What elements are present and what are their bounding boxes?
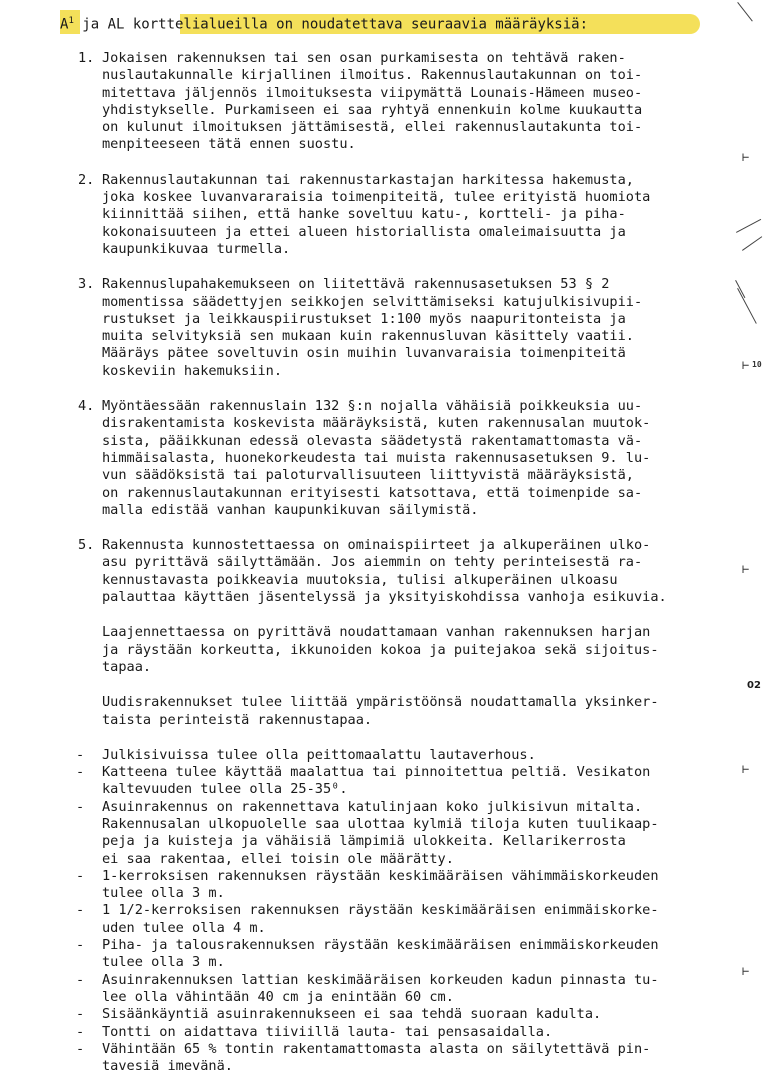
text-line: on kulunut ilmoituksen jättämisestä, ellei rakennuslautakunta toi- xyxy=(102,119,643,136)
text-line: momentissa säädettyjen seikkojen selvittämiseksi katujulkisivupii- xyxy=(102,293,643,310)
text-line: muita selvityksiä sen mukaan kuin rakennusluvan käsittely vaatii. xyxy=(102,328,634,345)
bullet-item xyxy=(78,764,698,799)
text-line: Rakennusta kunnostettaessa on ominaispiirteet ja alkuperäinen ulko- xyxy=(102,537,651,554)
bullet-item xyxy=(78,937,698,972)
margin-scan-stroke xyxy=(736,219,761,233)
text-line: ja räystään korkeutta, ikkunoiden kokoa ja puitejakoa sekä sijoitus- xyxy=(102,641,659,658)
bullet-item xyxy=(78,1006,698,1023)
text-line: nuslautakunnalle kirjallinen ilmoitus. Rakennuslautakunnan on toi- xyxy=(102,67,643,84)
text-line: Julkisivuissa tulee olla peittomaalattu lautaverhous. xyxy=(102,746,536,763)
item-number: 4. xyxy=(78,398,95,415)
text-line: kiinnittää siihen, että hanke soveltuu katu-, kortteli- ja piha- xyxy=(102,206,626,223)
bullet-item xyxy=(78,972,698,1007)
bullet-item xyxy=(78,868,698,903)
text-line: taista perinteistä rakennustapaa. xyxy=(102,711,373,728)
section-heading xyxy=(60,8,588,34)
text-line: kaltevuuden tulee olla 25-35⁰. xyxy=(102,781,348,798)
heading-text: ja AL korttelialueilla on noudatettava seuraavia määräyksiä: xyxy=(73,16,589,33)
text-line: Asuinrakennuksen lattian keskimääräisen korkeuden kadun pinnasta tu- xyxy=(102,971,659,988)
dash-marker: - xyxy=(76,937,85,954)
numbered-item-5 xyxy=(78,537,698,729)
margin-scan-stroke xyxy=(737,2,753,22)
text-line: rustukset ja leikkauspiirustukset 1:100 myös naapuritonteista ja xyxy=(102,310,626,327)
text-line: on rakennuslautakunnan erityisesti katsottava, että toimenpide sa- xyxy=(102,484,643,501)
margin-tick-number: 10 xyxy=(752,360,762,369)
text-line: peja ja kuisteja ja vähäisiä lämpimiä ulokkeita. Kellarikerrosta xyxy=(102,833,626,850)
text-line: Uudisrakennukset tulee liittää ympäristöönsä noudattamalla yksinker- xyxy=(102,694,659,711)
text-line: tulee olla 3 m. xyxy=(102,885,225,902)
margin-tick-icon: ⊢ xyxy=(742,150,750,164)
item-number: 5. xyxy=(78,537,95,554)
text-line: Asuinrakennus on rakennettava katulinjaan koko julkisivun mitalta. xyxy=(102,798,643,815)
numbered-item-4 xyxy=(78,398,698,519)
text-line: Vähintään 65 % tontin rakentamattomasta alasta on säilytettävä pin- xyxy=(102,1040,651,1057)
text-line: 1 1/2-kerroksisen rakennuksen räystään keskimääräisen enimmäiskorke- xyxy=(102,902,659,919)
text-line: vun säädöksistä tai paloturvallisuuteen liittyvistä määräyksistä, xyxy=(102,467,634,484)
numbered-item-3 xyxy=(78,276,698,380)
margin-tick-icon: ⊢ xyxy=(742,964,750,978)
text-line: yhdistykselle. Purkamiseen ei saa ryhtyä ennenkuin kolme kuukautta xyxy=(102,101,643,118)
text-line: kaupunkikuvaa turmella. xyxy=(102,240,291,257)
text-line: malla edistää vanhan kaupunkikuvan säilymistä. xyxy=(102,501,479,518)
text-line: ei saa rakentaa, ellei toisin ole määrätty. xyxy=(102,850,454,867)
margin-scan-stroke xyxy=(737,288,757,324)
dash-marker: - xyxy=(76,867,85,884)
text-line: palauttaa käyttäen jäsentelyssä ja yksityiskohdissa vanhoja esikuvia. xyxy=(102,589,667,606)
dash-marker: - xyxy=(76,1023,85,1040)
dash-marker: - xyxy=(76,1006,85,1023)
text-line: Rakennuslupahakemukseen on liitettävä rakennusasetuksen 53 § 2 xyxy=(102,276,610,293)
item-number: 3. xyxy=(78,276,95,293)
text-line: Määräys pätee soveltuvin osin muihin luvanvaraisia toimenpiteitä xyxy=(102,345,626,362)
dash-marker: - xyxy=(76,764,85,781)
text-line: Jokaisen rakennuksen tai sen osan purkamisesta on tehtävä raken- xyxy=(102,50,626,66)
text-line: himmäisalasta, huonekorkeudesta tai muista rakennusasetuksen 9. lu- xyxy=(102,449,651,466)
margin-tick-icon: ⊢ xyxy=(742,762,750,776)
text-line: kokonaisuuteen ja ettei alueen historiallista omaleimaisuutta ja xyxy=(102,223,626,240)
paragraph xyxy=(102,537,698,606)
margin-tick-icon: ⊢ xyxy=(742,358,750,372)
bullet-item xyxy=(78,799,698,868)
heading-zone-a: A xyxy=(60,16,69,33)
text-line: asu pyrittävä säilyttämään. Jos aiemmin on tehty perinteisestä ra- xyxy=(102,554,643,571)
text-line: sista, pääikkunan edessä olevasta säädetystä rakentamattomasta vä- xyxy=(102,432,643,449)
text-line: mitettava jäljennös ilmoituksesta viipymättä Lounais-Hämeen museo- xyxy=(102,84,643,101)
text-line: lee olla vähintään 40 cm ja enintään 60 cm. xyxy=(102,988,454,1005)
regulations-body xyxy=(78,50,698,1075)
dash-marker: - xyxy=(76,1040,85,1057)
bullet-item xyxy=(78,902,698,937)
page-number: 02 xyxy=(747,680,761,691)
text-line: Sisäänkäyntiä asuinrakennukseen ei saa tehdä suoraan kadulta. xyxy=(102,1006,602,1023)
text-line: tavesiä imevänä. xyxy=(102,1058,233,1075)
margin-scan-stroke xyxy=(742,236,762,251)
numbered-item-2 xyxy=(78,172,698,258)
item-number: 2. xyxy=(78,171,95,188)
dash-marker: - xyxy=(76,971,85,988)
text-line: Laajennettaessa on pyrittävä noudattamaan vanhan rakennuksen harjan xyxy=(102,624,651,641)
text-line: Myöntäessään rakennuslain 132 §:n nojalla vähäisiä poikkeuksia uu- xyxy=(102,398,643,415)
text-line: Rakennuslautakunnan tai rakennustarkastajan harkitessa hakemusta, xyxy=(102,171,634,188)
paragraph xyxy=(102,694,698,729)
bullet-list xyxy=(78,747,698,1076)
bullet-item xyxy=(78,1041,698,1076)
paragraph xyxy=(102,624,698,676)
text-line: menpiteeseen tätä ennen suostu. xyxy=(102,136,356,153)
numbered-item-1 xyxy=(78,50,698,154)
text-line: disrakentamista koskevista määräyksistä, kuten rakennusalan muutok- xyxy=(102,415,651,432)
text-line: Tontti on aidattava tiiviillä lauta- tai pensasaidalla. xyxy=(102,1023,553,1040)
heading-superscript: 1 xyxy=(68,16,74,26)
bullet-item xyxy=(78,1024,698,1041)
text-line: tulee olla 3 m. xyxy=(102,954,225,971)
text-line: Piha- ja talousrakennuksen räystään keskimääräisen enimmäiskorkeuden xyxy=(102,937,659,954)
text-line: kennustavasta poikkeavia muutoksia, tulisi alkuperäinen ulkoasu xyxy=(102,571,618,588)
text-line: Katteena tulee käyttää maalattua tai pinnoitettua peltiä. Vesikaton xyxy=(102,764,651,781)
text-line: tapaa. xyxy=(102,658,152,675)
text-line: joka koskee luvanvararaisia toimenpiteitä, tulee erityistä huomiota xyxy=(102,189,651,206)
text-line: koskeviin hakemuksiin. xyxy=(102,362,283,379)
text-line: 1-kerroksisen rakennuksen räystään keskimääräisen vähimmäiskorkeuden xyxy=(102,867,659,884)
margin-tick-icon: ⊢ xyxy=(742,562,750,576)
item-number: 1. xyxy=(78,50,95,66)
numbered-list xyxy=(78,50,698,519)
dash-marker: - xyxy=(76,746,85,763)
dash-marker: - xyxy=(76,902,85,919)
dash-marker: - xyxy=(76,798,85,815)
text-line: Rakennusalan ulkopuolelle saa ulottaa kylmiä tiloja kuten tuulikaap- xyxy=(102,815,659,832)
bullet-item xyxy=(78,747,698,764)
text-line: uden tulee olla 4 m. xyxy=(102,919,266,936)
